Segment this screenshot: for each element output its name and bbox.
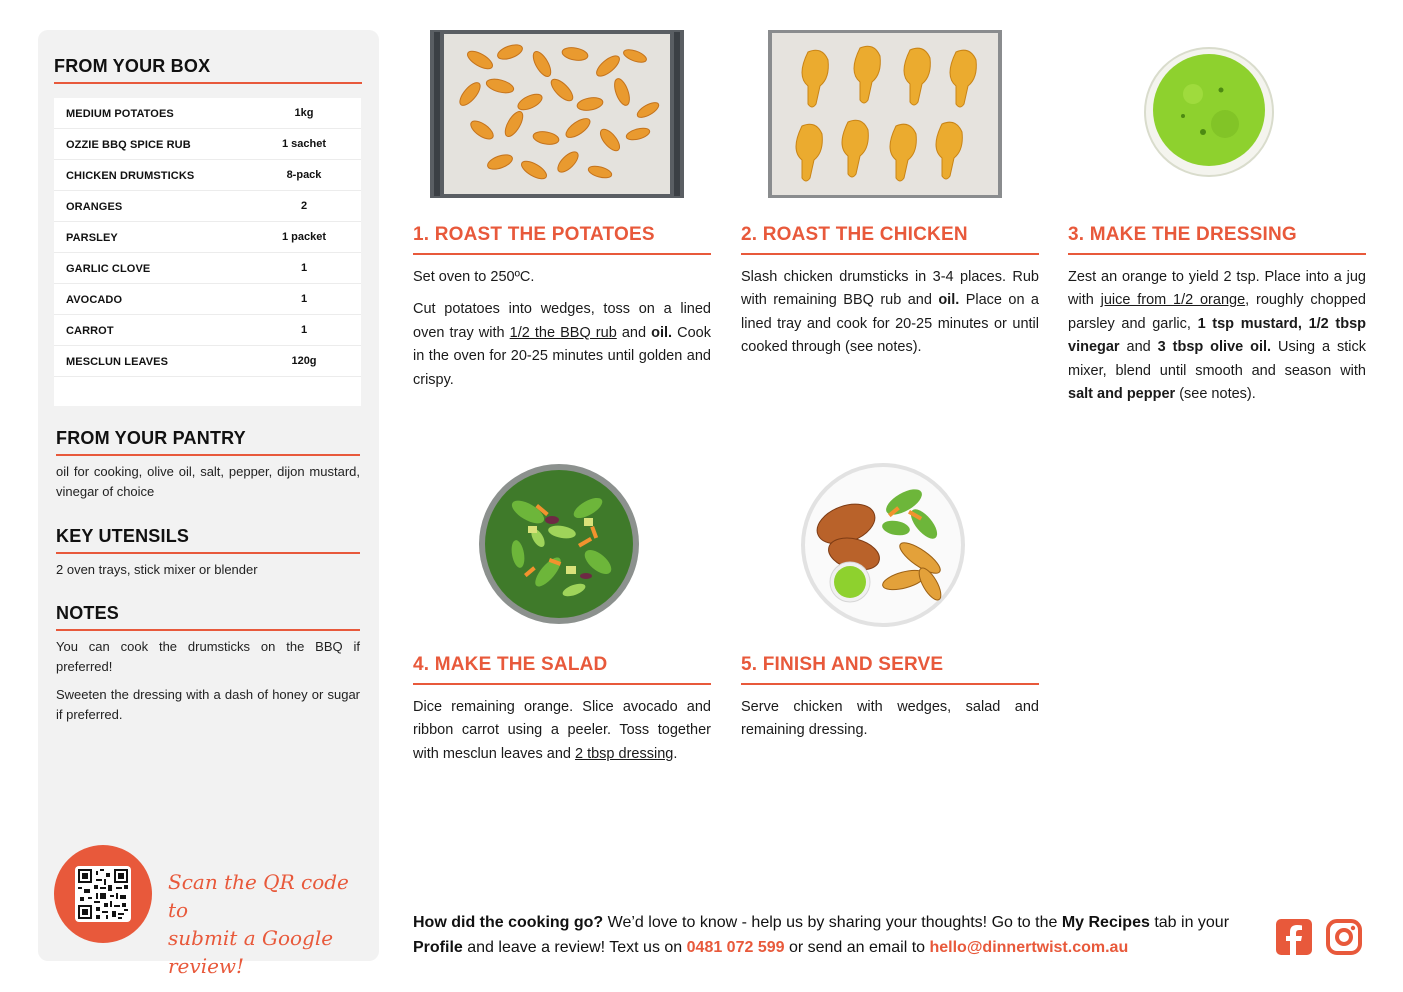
ingredient-name: PARSLEY bbox=[66, 232, 118, 244]
bold-text: 3 tbsp olive oil. bbox=[1157, 339, 1272, 356]
email-link[interactable]: hello@dinnertwist.com.au bbox=[929, 939, 1129, 956]
roasted-potatoes-photo bbox=[430, 30, 684, 198]
profile-label: Profile bbox=[413, 939, 463, 956]
ingredient-name: MEDIUM POTATOES bbox=[66, 108, 174, 120]
step-4-title: 4. MAKE THE SALAD bbox=[413, 654, 608, 675]
ingredient-name: CHICKEN DRUMSTICKS bbox=[66, 170, 195, 182]
ingredient-qty: 1 bbox=[300, 324, 308, 336]
step-text: Set oven to 250ºC. bbox=[413, 269, 535, 285]
step-rule bbox=[413, 253, 711, 255]
qr-caption bbox=[168, 868, 368, 980]
ingredient-name: AVOCADO bbox=[66, 294, 123, 306]
facebook-icon[interactable] bbox=[1275, 918, 1313, 956]
note-item: Sweeten the dressing with a dash of honey or sugar if preferred. bbox=[56, 687, 360, 722]
step-text bbox=[741, 266, 1039, 360]
step-text: Place on a lined tray and cook for 20-25 minutes or until cooked through (see notes). bbox=[741, 292, 1039, 356]
utensils-text: 2 oven trays, stick mixer or blender bbox=[56, 562, 258, 577]
bold-text: oil. bbox=[651, 324, 673, 341]
bold-text: 1 tsp mustard, 1/2 tbsp vinegar bbox=[1068, 315, 1366, 356]
ingredient-qty: 1kg bbox=[294, 107, 314, 119]
ingredient-qty: 1 bbox=[300, 262, 308, 274]
pantry-text: oil for cooking, olive oil, salt, pepper, dijon mustard, vinegar of choice bbox=[56, 464, 360, 499]
ingredient-row bbox=[54, 253, 361, 284]
ingredient-row bbox=[54, 191, 361, 222]
ingredients-sidebar bbox=[38, 30, 379, 978]
ingredient-name: MESCLUN LEAVES bbox=[66, 356, 169, 368]
ingredient-qty: 2 bbox=[300, 200, 308, 212]
step-text: Cook in the oven for 20-25 minutes until golden and crispy. bbox=[413, 324, 711, 388]
step-text: Cut potatoes into wedges, toss on a lined oven tray with bbox=[413, 301, 711, 341]
section-rule bbox=[56, 552, 360, 554]
step-1-title: 1. ROAST THE POTATOES bbox=[413, 224, 655, 245]
step-text: , roughly chopped parsley and garlic, bbox=[1068, 292, 1366, 332]
ingredient-qty: 1 packet bbox=[281, 231, 327, 243]
ingredient-row bbox=[54, 160, 361, 191]
ingredient-name: GARLIC CLOVE bbox=[66, 263, 151, 275]
step-3-title: 3. MAKE THE DRESSING bbox=[1068, 224, 1297, 245]
step-text: Slash chicken drumsticks in 3-4 places. Rub with remaining BBQ rub and bbox=[741, 269, 1039, 309]
footer-text: and leave a review! Text us on bbox=[462, 939, 687, 956]
key-utensils-title: KEY UTENSILS bbox=[56, 526, 190, 546]
ingredient-row bbox=[54, 284, 361, 315]
phone-link[interactable]: 0481 072 599 bbox=[686, 939, 785, 956]
section-rule bbox=[54, 82, 362, 84]
step-text: Using a stick mixer, blend until smooth and season with bbox=[1068, 339, 1366, 379]
ingredient-row bbox=[54, 346, 361, 377]
footer-text: tab in your bbox=[1149, 914, 1230, 931]
bold-text: salt and pepper bbox=[1068, 386, 1176, 403]
footer-text: or send an email to bbox=[784, 939, 930, 956]
step-3-body bbox=[1068, 266, 1366, 415]
step-text: and bbox=[1119, 339, 1158, 356]
from-your-pantry-title: FROM YOUR PANTRY bbox=[56, 428, 246, 448]
ingredient-row bbox=[54, 222, 361, 253]
footer-text: We’d love to know - help us by sharing your thoughts! Go to the bbox=[603, 914, 1062, 931]
my-recipes-label: My Recipes bbox=[1061, 914, 1150, 931]
notes-title: NOTES bbox=[56, 603, 120, 623]
qr-code[interactable] bbox=[75, 866, 131, 922]
qr-badge bbox=[54, 845, 152, 943]
underlined-text: juice from 1/2 orange bbox=[1100, 292, 1246, 309]
footer-question: How did the cooking go? bbox=[413, 914, 604, 931]
step-5-body bbox=[741, 696, 1039, 752]
section-rule bbox=[56, 454, 360, 456]
ingredient-name: ORANGES bbox=[66, 201, 123, 213]
instagram-icon[interactable] bbox=[1325, 918, 1363, 956]
section-rule bbox=[56, 629, 360, 631]
ingredient-row bbox=[54, 129, 361, 160]
step-rule bbox=[413, 683, 711, 685]
ingredients-table bbox=[54, 98, 361, 406]
ingredient-qty: 1 bbox=[300, 293, 308, 305]
ingredient-qty: 1 sachet bbox=[281, 138, 327, 150]
ingredient-qty: 8-pack bbox=[286, 169, 322, 181]
step-text bbox=[413, 696, 711, 766]
step-rule bbox=[741, 683, 1039, 685]
roasted-chicken-photo bbox=[768, 30, 1002, 198]
step-5-title: 5. FINISH AND SERVE bbox=[741, 654, 944, 675]
ingredient-row bbox=[54, 315, 361, 346]
step-rule bbox=[1068, 253, 1366, 255]
underlined-text: 1/2 the BBQ rub bbox=[509, 324, 617, 341]
qr-caption-line: Scan the QR code to bbox=[168, 870, 349, 922]
step-text: Serve chicken with wedges, salad and remaining dressing. bbox=[741, 699, 1039, 739]
underlined-text: 2 tbsp dressing bbox=[575, 745, 674, 762]
step-text: (see notes). bbox=[1175, 386, 1256, 403]
review-footer bbox=[413, 910, 1263, 960]
note-item: You can cook the drumsticks on the BBQ if preferred! bbox=[56, 639, 360, 674]
bold-text: oil. bbox=[938, 292, 960, 309]
salad-photo bbox=[478, 462, 640, 626]
step-1-body bbox=[413, 266, 711, 401]
ingredient-qty: 120g bbox=[291, 355, 317, 367]
ingredient-row bbox=[54, 98, 361, 129]
step-2-body bbox=[741, 266, 1039, 369]
step-text bbox=[1068, 266, 1366, 406]
ingredient-name: CARROT bbox=[66, 325, 114, 337]
step-2-title: 2. ROAST THE CHICKEN bbox=[741, 224, 968, 245]
from-your-box-title: FROM YOUR BOX bbox=[54, 56, 211, 76]
step-text bbox=[413, 298, 711, 392]
qr-caption-line: submit a Google review! bbox=[168, 926, 334, 978]
ingredient-name: OZZIE BBQ SPICE RUB bbox=[66, 139, 191, 151]
step-text: Dice remaining orange. Slice avocado and ribbon carrot using a peeler. Toss together with mesclun leaves and bbox=[413, 699, 711, 762]
step-text: and bbox=[616, 324, 652, 341]
step-text: Zest an orange to yield 2 tsp. Place into a jug with bbox=[1068, 269, 1366, 309]
step-4-body bbox=[413, 696, 711, 775]
step-rule bbox=[741, 253, 1039, 255]
dressing-photo bbox=[1143, 46, 1275, 178]
step-text: . bbox=[673, 745, 678, 762]
plated-meal-photo bbox=[800, 462, 966, 628]
